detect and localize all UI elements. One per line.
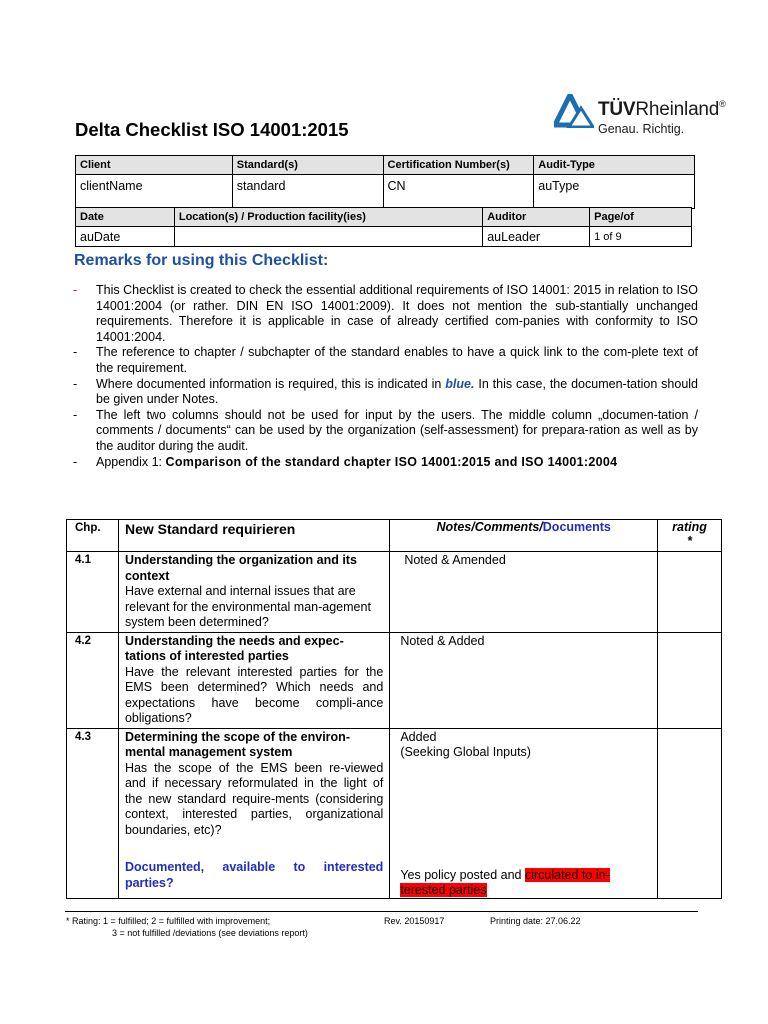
document-title: Delta Checklist ISO 14001:2015 xyxy=(75,119,349,140)
row-requirement: Understanding the needs and expec-tations of interested parties Have the relevant interested parties for the EMS been determined? Which needs and expectations have become compli-ance obligations? xyxy=(118,632,389,728)
standard-value[interactable]: standard xyxy=(232,175,383,209)
requirement-header: New Standard requirieren xyxy=(118,520,389,552)
row-requirement: Understanding the organization and its context Have external and internal issues that are relevant for the environmental man-agement system been determined? xyxy=(118,552,389,633)
tuv-rheinland-logo xyxy=(554,94,734,140)
cert-number-label: Certification Number(s) xyxy=(383,156,534,175)
remark-item: - Appendix 1: Comparison of the standard chapter ISO 14001:2015 and ISO 14001:2004 xyxy=(73,454,618,469)
row-notes[interactable]: Noted & Added xyxy=(390,632,658,728)
row-rating[interactable] xyxy=(658,728,722,898)
row-rating[interactable] xyxy=(658,552,722,633)
audit-type-value[interactable]: auType xyxy=(534,175,695,209)
footer-rating-line2: 3 = not fulfilled /deviations (see deviations report) xyxy=(112,928,308,938)
remark-item: - Where documented information is required, this is indicated in blue. In this case, the documen-tation should be given under Notes. xyxy=(73,376,699,407)
rating-header: rating * xyxy=(658,520,722,552)
remarks-heading: Remarks for using this Checklist: xyxy=(74,252,329,269)
standard-label: Standard(s) xyxy=(232,156,383,175)
footer-rating-line1: * Rating: 1 = fulfilled; 2 = fulfilled with improvement; xyxy=(66,916,271,926)
remark-item: - This Checklist is created to check the essential additional requirements of ISO 14001: 2015 in relation to ISO 14001:2004 (or rather. DIN EN ISO 14001:2009). It does not mention the sub-stantially unchanged requirements. Therefore it is applicable in case of already certified com-panies with conformity to ISO 14001:2004. xyxy=(73,283,698,344)
row-chip: 4.3 xyxy=(67,728,119,898)
footer-revision: Rev. 20150917 xyxy=(384,916,445,926)
tuv-triangle-icon xyxy=(554,94,594,128)
date-label: Date xyxy=(76,208,175,227)
cert-number-value[interactable]: CN xyxy=(383,175,534,209)
row-notes[interactable]: Added (Seeking Global Inputs) Yes policy posted and circulated to in- terested parties xyxy=(390,728,658,898)
table-row xyxy=(67,728,722,898)
table-row xyxy=(67,552,722,633)
row-chip: 4.1 xyxy=(67,552,119,633)
auditor-label: Auditor xyxy=(483,208,590,227)
documented-requirement: Documented, available to interested parties? xyxy=(124,860,384,890)
page-of-label: Page/of xyxy=(590,208,692,227)
client-label: Client xyxy=(76,156,233,175)
row-chip: 4.2 xyxy=(67,632,119,728)
auditor-value[interactable]: auLeader xyxy=(483,227,590,247)
table-row xyxy=(67,632,722,728)
chip-header: Chp. xyxy=(67,520,119,552)
footer-printing-date: Printing date: 27.06.22 xyxy=(490,916,581,926)
notes-header: Notes/Comments/Documents xyxy=(390,520,658,552)
logo-brand: TÜVRheinland® xyxy=(598,99,726,120)
remark-item: - The reference to chapter / subchapter of the standard enables to have a quick link to the com-plete text of the requirement. xyxy=(73,345,698,375)
location-label: Location(s) / Production facility(ies) xyxy=(174,208,482,227)
row-notes[interactable]: Noted & Amended xyxy=(390,552,658,633)
checklist-table xyxy=(66,519,722,899)
row-requirement: Determining the scope of the environ-mental management system Has the scope of the EMS been re-viewed and if necessary reformulated in the light of the new standard require-ments (considering context, interested parties, organizational boundaries, etc)? Documented, available to interested parties? xyxy=(118,728,389,898)
audit-type-label: Audit-Type xyxy=(534,156,695,175)
page-of-value: 1 of 9 xyxy=(590,227,692,247)
logo-tagline: Genau. Richtig. xyxy=(598,122,685,136)
location-value[interactable] xyxy=(174,227,482,247)
remarks-list xyxy=(73,283,698,470)
header-table-date xyxy=(75,207,692,247)
header-table-client xyxy=(75,155,695,209)
documented-note: Yes policy posted and circulated to in- terested parties xyxy=(400,867,610,897)
client-value[interactable]: clientName xyxy=(76,175,233,209)
remark-item: - The left two columns should not be used for input by the users. The middle column „documen-tation / comments / documents“ can be used by the organization (self-assessment) for prepara-ration as well as by the auditor during the audit. xyxy=(73,407,698,453)
row-rating[interactable] xyxy=(658,632,722,728)
footer-divider xyxy=(65,911,698,912)
date-value[interactable]: auDate xyxy=(76,227,175,247)
